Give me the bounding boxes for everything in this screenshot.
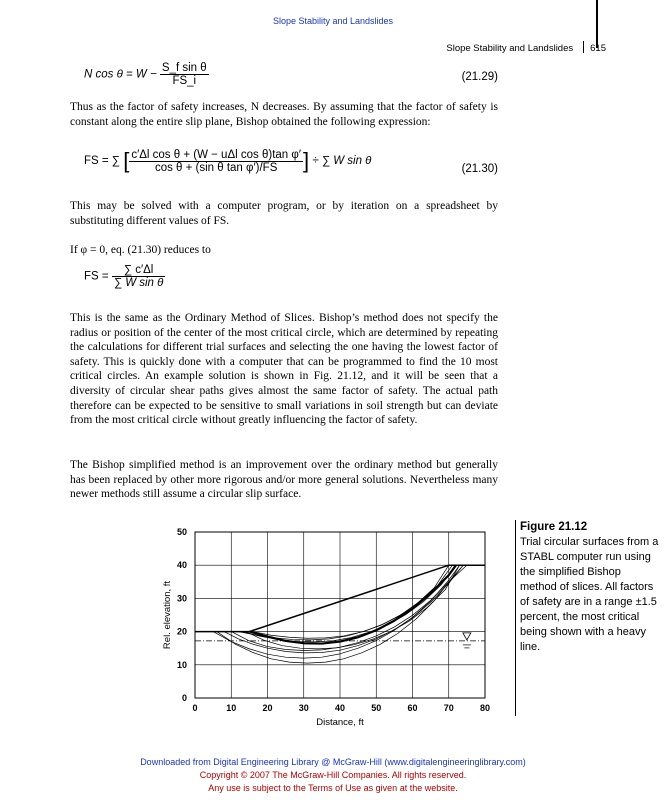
- running-title: Slope Stability and Landslides: [446, 43, 574, 54]
- figure-21-12-chart: [158, 522, 504, 732]
- top-banner: Slope Stability and Landslides: [272, 16, 394, 26]
- x-tick-label: 40: [334, 703, 346, 713]
- running-head: [446, 41, 606, 54]
- paragraph-1: Thus as the factor of safety increases, N decreases. By assuming that the factor of safety is constant along the entire slip plane, Bishop obtained the following expression:: [70, 101, 498, 128]
- footer-line-1: Downloaded from Digital Engineering Library @ McGraw-Hill (www.digitalengineeringlibrary.com): [140, 757, 526, 767]
- slope-chart-svg: [158, 522, 504, 732]
- x-tick-label: 50: [371, 703, 382, 713]
- y-tick-label: 20: [176, 626, 187, 637]
- x-tick-label: 60: [407, 703, 418, 713]
- paragraph-4: This is the same as the Ordinary Method of Slices. Bishop’s method does not specify the radius or position of the center of the most critical circle, which are determined by repeating the calculations for different trial surfaces and selecting the one having the lowest factor of safety. This is quickly done with a computer that can be programmed to find the 10 most critical circles. An example solution is shown in Fig. 21.12, and it will be seen that a diversity of circular shear paths gives almost the same factor of safety. The actual path therefore can be expected to be sensitive to small variations in soil strength but can deviate from the most critical circle without greatly influencing the factor of safety.: [70, 312, 498, 427]
- y-tick-label: 0: [181, 693, 187, 703]
- figure-caption-text: Trial circular surfaces from a STABL computer run using the simplified Bishop method of slices. All factors of safety are in a range ±1.5 percent, the most critical being shown with a heavy line.: [520, 536, 659, 653]
- y-tick-label: 30: [176, 593, 187, 604]
- paragraph-3: If φ = 0, eq. (21.30) reduces to: [70, 244, 211, 256]
- equation-21-29: N cos θ = W − $\frac{\text{S\_f sin θ}}{FS\_i}$: [84, 62, 207, 87]
- equation-number-21-29: (21.29): [461, 71, 498, 83]
- y-tick-label: 10: [176, 659, 187, 670]
- x-tick-label: 30: [298, 703, 309, 713]
- figure-caption: [515, 520, 660, 716]
- paragraph-2: This may be solved with a computer program, or by iteration on a spreadsheet by substituting different values of FS.: [70, 200, 498, 227]
- x-tick-label: 0: [192, 703, 198, 713]
- x-tick-label: 20: [262, 703, 273, 713]
- footer: [0, 756, 666, 795]
- y-tick-label: 40: [176, 560, 187, 571]
- footer-line-3: Any use is subject to the Terms of Use as given at the website.: [208, 783, 458, 793]
- trial-slip-surface: [253, 565, 449, 638]
- y-tick-label: 50: [176, 527, 187, 537]
- paragraph-5: The Bishop simplified method is an improvement over the ordinary method but generally has been replaced by other more rigorous and/or more general solutions. Nevertheless many newer methods still assume a circular slip surface.: [70, 459, 498, 501]
- x-axis-label: Distance, ft: [316, 717, 364, 728]
- equation-number-21-30: (21.30): [461, 163, 498, 175]
- equation-21-30: FS = ∑ [ $\frac{\text{c′Δl cos θ + (W − uΔl cos θ)tan φ′}}{\text{cos θ + (sin θ tan φ′)/FS}}$ ] ÷ ∑ W sin θ: [84, 148, 372, 174]
- figure-title: Figure 21.12: [520, 521, 588, 533]
- trial-slip-surface: [242, 565, 456, 642]
- x-tick-label: 70: [443, 703, 454, 713]
- y-axis-label: Rel. elevation, ft: [162, 580, 173, 650]
- x-tick-label: 10: [226, 703, 237, 713]
- water-level-icon: [463, 633, 471, 640]
- trial-slip-surface: [213, 565, 460, 658]
- equation-reduced: FS = $\frac{\sum c'\Delta l}{\text{∑ W sin θ}}$: [84, 264, 164, 289]
- x-tick-label: 80: [479, 703, 491, 713]
- footer-line-2: Copyright © 2007 The McGraw-Hill Companies. All rights reserved.: [199, 770, 467, 780]
- page-number: 615: [590, 43, 606, 54]
